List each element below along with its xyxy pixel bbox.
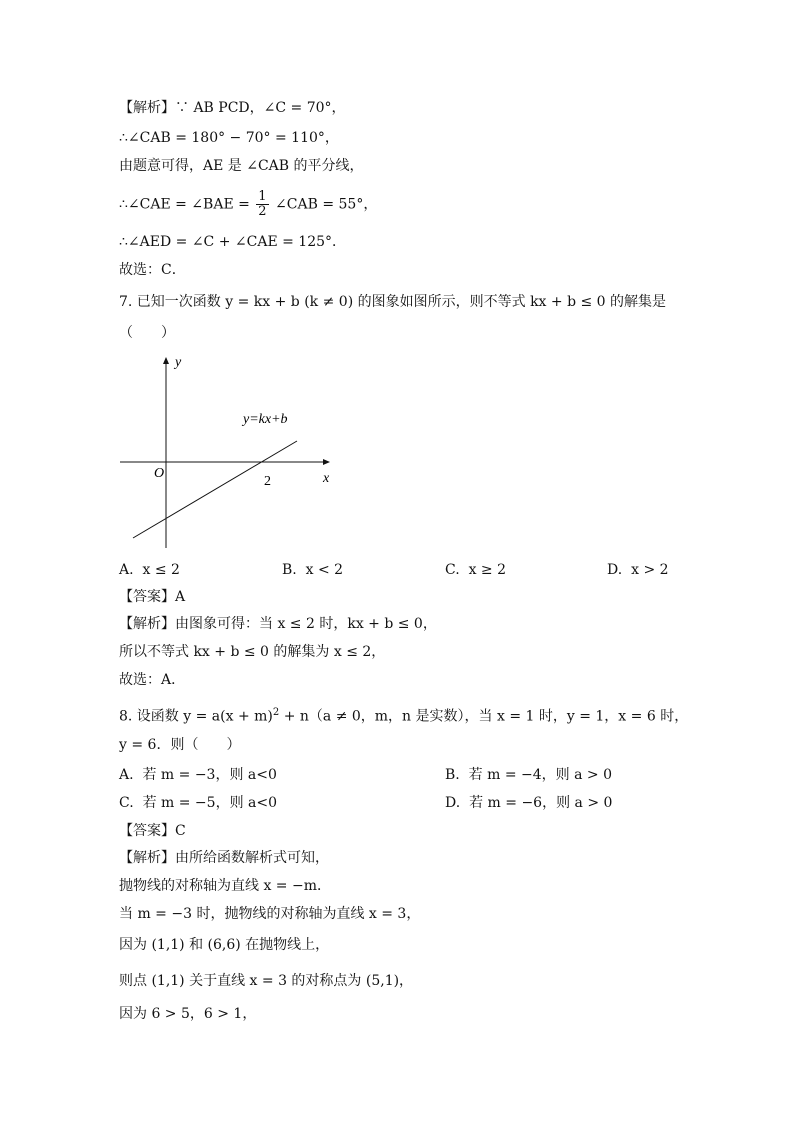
option-key: B. bbox=[445, 767, 460, 783]
option-text: 若 m = −6，则 a > 0 bbox=[469, 795, 613, 811]
sol6-line-4-pre: ∴∠CAE = ∠BAE = bbox=[119, 196, 250, 213]
sol6-line-5: ∴∠AED = ∠C + ∠CAE = 125°． bbox=[119, 234, 347, 250]
option-text: 若 m = −3，则 a<0 bbox=[142, 767, 277, 783]
option-key: C. bbox=[445, 562, 460, 578]
option-text: 若 m = −4，则 a > 0 bbox=[468, 767, 612, 783]
q8-sol-4: 因为 (1,1) 和 (6,6) 在抛物线上， bbox=[119, 937, 330, 953]
q8-sol-3: 当 m = −3 时，抛物线的对称轴为直线 x = 3， bbox=[119, 906, 421, 922]
q8-sol-5: 则点 (1,1) 关于直线 x = 3 的对称点为 (5,1)， bbox=[119, 973, 414, 989]
q7-graph bbox=[115, 348, 340, 558]
q7-option-c[interactable] bbox=[445, 560, 506, 580]
option-key: D. bbox=[607, 562, 623, 578]
q7-sol-2: 所以不等式 kx + b ≤ 0 的解集为 x ≤ 2， bbox=[119, 644, 386, 660]
q8-sol-2: 抛物线的对称轴为直线 x = −m． bbox=[119, 878, 331, 894]
q8-option-d[interactable] bbox=[445, 793, 612, 813]
fraction-numerator: 1 bbox=[258, 189, 267, 204]
q8-option-b[interactable] bbox=[445, 765, 612, 785]
x-axis-label: x bbox=[323, 471, 330, 486]
x-intercept-label: 2 bbox=[264, 474, 271, 489]
q8-option-c[interactable] bbox=[119, 793, 277, 813]
origin-label: O bbox=[154, 466, 165, 481]
option-text: 若 m = −5，则 a<0 bbox=[142, 795, 278, 811]
q8-stem-post: + n（a ≠ 0，m，n 是实数），当 x = 1 时，y = 1，x = 6 时， bbox=[279, 708, 689, 725]
q8-stem-2: y = 6．则（ ） bbox=[119, 737, 241, 753]
sol6-line-6: 故选：C． bbox=[119, 262, 186, 278]
line-label: y=kx+b bbox=[243, 412, 288, 427]
q8-sol-1: 【解析】由所给函数解析式可知， bbox=[119, 850, 329, 866]
sol6-line-4 bbox=[119, 190, 377, 219]
fraction-one-half bbox=[256, 190, 268, 219]
q7-answer: 【答案】A bbox=[119, 589, 186, 605]
option-text: x ≥ 2 bbox=[468, 562, 507, 578]
q8-sol-6: 因为 6 > 5，6 > 1， bbox=[119, 1006, 257, 1022]
option-key: A. bbox=[119, 767, 134, 783]
q7-option-d[interactable] bbox=[607, 560, 669, 580]
option-text: x ≤ 2 bbox=[142, 562, 180, 578]
sol6-line-3: 由题意可得，AE 是 ∠CAB 的平分线， bbox=[119, 158, 364, 174]
option-text: x < 2 bbox=[305, 562, 344, 578]
linear-function-line bbox=[133, 441, 297, 538]
option-key: B. bbox=[282, 562, 297, 578]
q8-stem-exponent: 2 bbox=[272, 707, 280, 718]
q7-option-a[interactable] bbox=[119, 560, 180, 580]
sol6-line-1: 【解析】∵ AB PCD，∠C = 70°， bbox=[119, 100, 346, 116]
q7-option-b[interactable] bbox=[282, 560, 343, 580]
option-key: D. bbox=[445, 795, 461, 811]
q7-paren: （ ） bbox=[119, 325, 175, 341]
q8-option-a[interactable] bbox=[119, 765, 277, 785]
option-key: A. bbox=[119, 562, 134, 578]
sol6-line-4-post: ∠CAB = 55°， bbox=[275, 196, 378, 213]
option-text: x > 2 bbox=[631, 562, 669, 578]
sol6-line-2: ∴∠CAB = 180° − 70° = 110°， bbox=[119, 130, 339, 146]
q7-stem: 7. 已知一次函数 y = kx + b (k ≠ 0) 的图象如图所示，则不等式 kx + b ≤ 0 的解集是 bbox=[119, 294, 667, 310]
q8-stem-1 bbox=[119, 703, 688, 727]
y-axis-label: y bbox=[175, 355, 182, 370]
q7-sol-1: 【解析】由图象可得：当 x ≤ 2 时，kx + b ≤ 0， bbox=[119, 616, 437, 632]
q7-sol-3: 故选：A． bbox=[119, 672, 186, 688]
q8-stem-pre: 8. 设函数 y = a(x + m) bbox=[119, 708, 273, 725]
fraction-denominator: 2 bbox=[258, 204, 267, 219]
option-key: C. bbox=[119, 795, 134, 811]
q8-answer: 【答案】C bbox=[119, 823, 186, 839]
